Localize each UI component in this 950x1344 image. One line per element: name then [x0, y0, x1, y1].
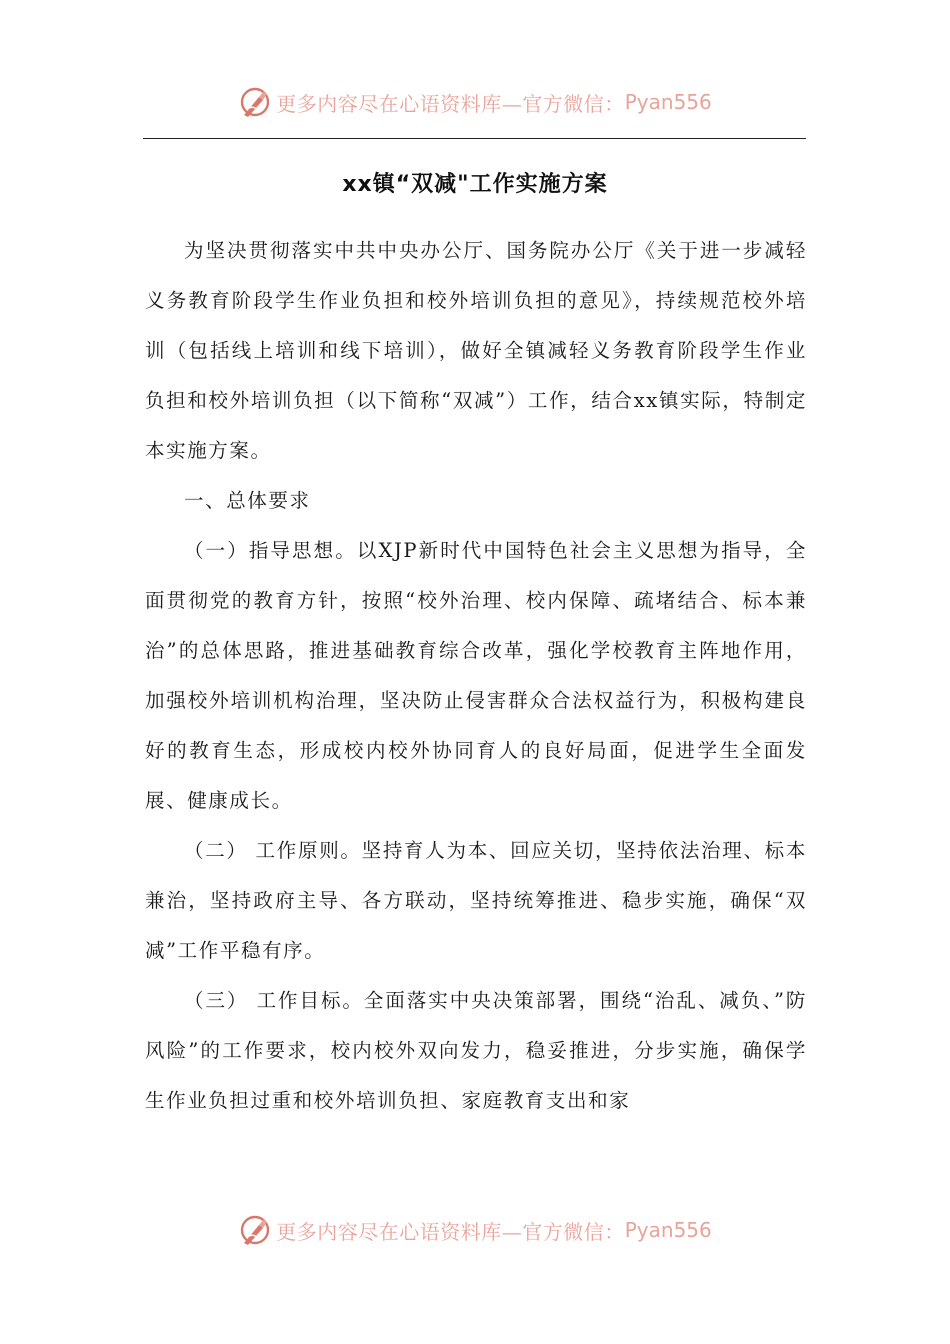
document-title: xx镇“双减"工作实施方案: [342, 172, 608, 197]
header-rule: [143, 138, 806, 139]
watermark-text: 更多内容尽在心语资料库—官方微信：: [276, 91, 625, 116]
guiding-ideology-paragraph: （一）指导思想。以XJP新时代中国特色社会主义思想为指导，全面贯彻党的教育方针，按照“校外治理、校内保障、疏堵结合、标本兼治”的总体思路，推进基础教育综合改革，强化学校教育主阵地作用，加强校外培训机构治理，坚决防止侵害群众合法权益行为，积极构建良好的教育生态，形成校内校外协同育人的良好局面，促进学生全面发展、健康成长。: [145, 539, 807, 812]
pen-logo-icon: [238, 85, 272, 119]
header-watermark: [0, 82, 950, 122]
intro-paragraph: 为坚决贯彻落实中共中央办公厅、国务院办公厅《关于进一步减轻义务教育阶段学生作业负担和校外培训负担的意见》，持续规范校外培训（包括线上培训和线下培训），做好全镇减轻义务教育阶段学生作业负担和校外培训负担（以下简称“双减”）工作，结合xx镇实际，特制定本实施方案。: [145, 239, 807, 462]
document-body: [145, 226, 807, 1126]
work-principles-paragraph: （二） 工作原则。坚持育人为本、回应关切，坚持依法治理、标本兼治，坚持政府主导、各方联动，坚持统筹推进、稳步实施，确保“双减”工作平稳有序。: [145, 839, 807, 962]
section-heading: 一、总体要求: [184, 489, 311, 512]
work-goals-paragraph: （三） 工作目标。全面落实中央决策部署，围绕“治乱、减负、”防风险”的工作要求，校内校外双向发力，稳妥推进，分步实施，确保学生作业负担过重和校外培训负担、家庭教育支出和家: [145, 989, 807, 1112]
watermark-wechat-id: Pyan556: [624, 90, 712, 114]
footer-watermark: [0, 1210, 950, 1250]
pen-logo-icon: [238, 1213, 272, 1247]
watermark-wechat-id: Pyan556: [624, 1218, 712, 1242]
watermark-text: 更多内容尽在心语资料库—官方微信：: [276, 1219, 625, 1244]
